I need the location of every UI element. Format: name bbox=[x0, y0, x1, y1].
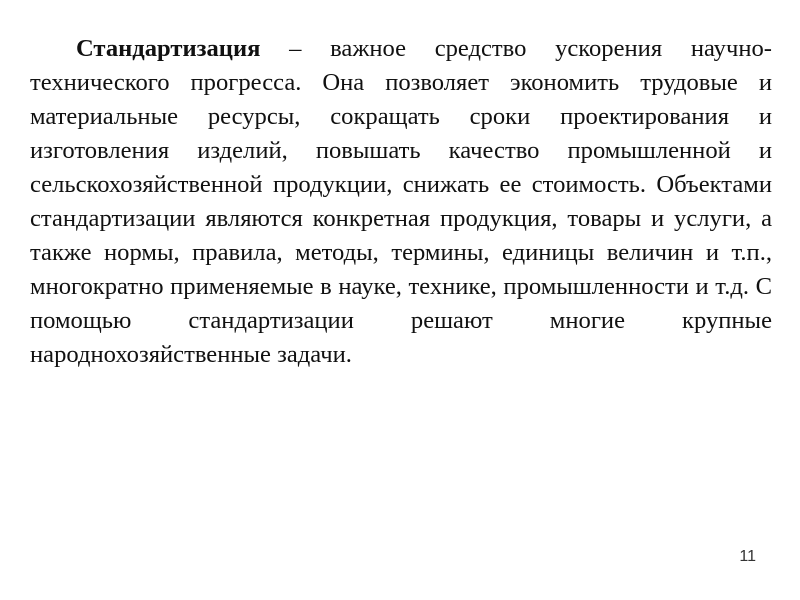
defined-term: Стандартизация bbox=[76, 35, 261, 62]
page-number: 11 bbox=[739, 548, 756, 565]
body-paragraph bbox=[30, 32, 772, 372]
paragraph-text: – важное средство ускорения научно-технического прогресса. Она позволяет экономить трудовые и материальные ресурсы, сокращать сроки проектирования и изготовления изделий, повышать качество промышленной и сельскохозяйственной продукции, снижать ее стоимость. Объектами стандартизации являются конкретная продукция, товары и услуги, а также нормы, правила, методы, термины, единицы величин и т.п., многократно применяемые в науке, технике, промышленности и т.д. С помощью стандартизации решают многие крупные народнохозяйственные задачи. bbox=[30, 35, 772, 368]
